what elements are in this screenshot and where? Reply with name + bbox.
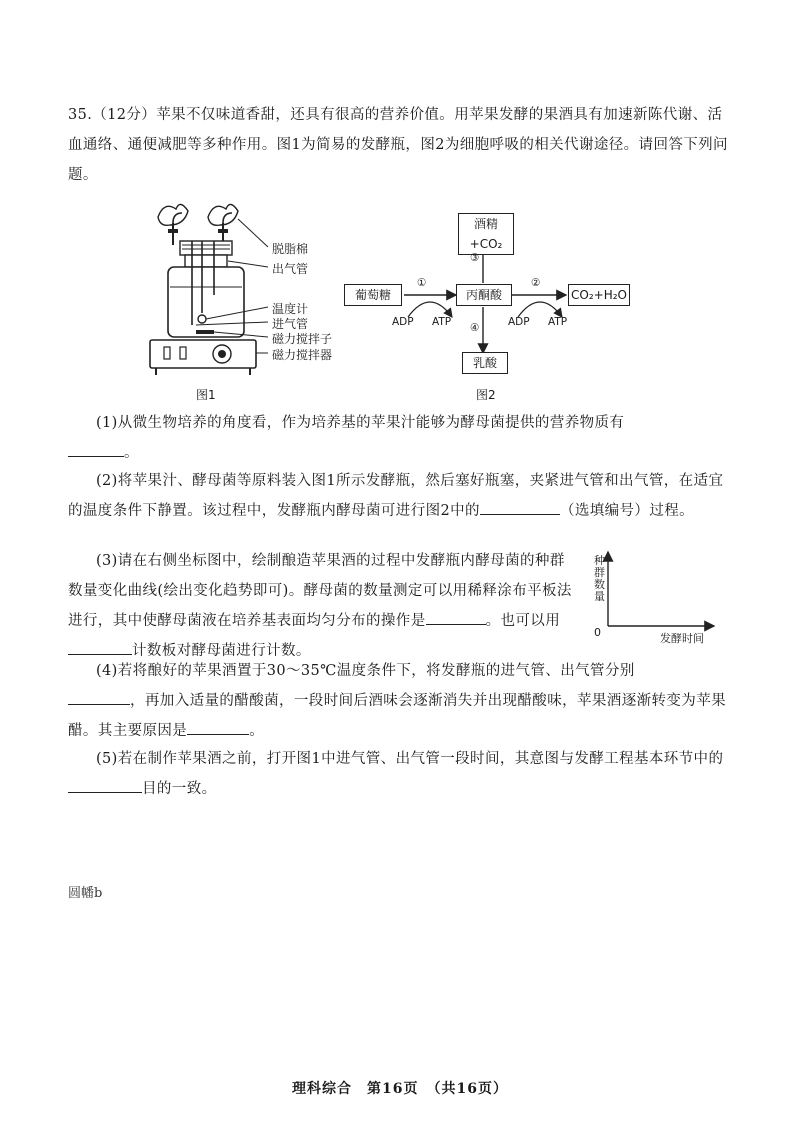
part-3-tail: 计数板对酵母菌进行计数。 — [132, 643, 311, 659]
label-thermometer: 温度计 — [272, 302, 309, 316]
x-axis-label: 发酵时间 — [660, 632, 704, 645]
question-intro: 35.（12分）苹果不仅味道香甜，还具有很高的营养价值。用苹果发酵的果酒具有加速新陈代谢、活血通络、通便减肥等多种作用。图1为简易的发酵瓶，图2为细胞呼吸的相关代谢途径。请回答下列问题。 — [68, 107, 728, 183]
lactic-acid-box: 乳酸 — [462, 352, 508, 374]
stray-mark: 圆幡b — [68, 886, 103, 901]
part-5-text: (5)若在制作苹果酒之前，打开图1中进气管、出气管一段时间，其意图与发酵工程基本环节中的 — [96, 751, 724, 767]
adp-label-2: ADP — [508, 316, 530, 328]
y-axis-label: 种群数量 — [594, 554, 605, 603]
step-1-label: ① — [417, 277, 427, 289]
part-4-blank-1[interactable] — [68, 688, 130, 705]
part-3-mid: 。也可以用 — [485, 613, 561, 629]
part-2-blank[interactable] — [480, 498, 560, 515]
part-5-blank[interactable] — [68, 776, 142, 793]
part-3-blank-1[interactable] — [426, 608, 486, 625]
alcohol-co2-box: 酒精+CO₂ — [458, 213, 514, 255]
part-1-text: (1)从微生物培养的角度看，作为培养基的苹果汁能够为酵母菌提供的营养物质有 — [96, 415, 625, 431]
part-4 — [68, 656, 728, 746]
part-4-mid: ，再加入适量的醋酸菌，一段时间后酒味会逐渐消失并出现醋酸味，苹果酒逐渐转变为苹果醋。其主要原因是 — [68, 693, 726, 739]
label-cotton: 脱脂棉 — [272, 242, 309, 256]
atp-label-2: ATP — [548, 316, 568, 328]
step-2-label: ② — [531, 277, 541, 289]
part-1-end: 。 — [124, 445, 139, 461]
part-1-blank[interactable] — [68, 440, 124, 457]
part-5 — [68, 744, 728, 804]
part-1 — [68, 408, 728, 468]
part-2-tail: （选填编号）过程。 — [559, 503, 695, 519]
label-outlet-tube: 出气管 — [272, 262, 309, 276]
part-2 — [68, 466, 728, 526]
label-stirrer: 磁力搅拌器 — [272, 348, 333, 362]
part-3-blank-2[interactable] — [68, 638, 132, 655]
pyruvate-box: 丙酮酸 — [456, 284, 512, 306]
axis-origin: 0 — [594, 626, 601, 639]
part-4-blank-2[interactable] — [187, 718, 249, 735]
label-stir-bar: 磁力搅拌子 — [272, 332, 333, 346]
atp-label-1: ATP — [432, 316, 452, 328]
figure1-caption: 图1 — [196, 388, 216, 402]
glucose-box: 葡萄糖 — [344, 284, 402, 306]
co2-h2o-box: CO₂+H₂O — [568, 284, 630, 306]
part-4-text: (4)若将酿好的苹果酒置于30～35℃温度条件下，将发酵瓶的进气管、出气管分别 — [96, 663, 635, 679]
step-4-label: ④ — [470, 322, 480, 334]
part-4-tail: 。 — [249, 723, 265, 739]
step-3-label: ③ — [470, 252, 480, 264]
adp-label-1: ADP — [392, 316, 414, 328]
part-3 — [68, 546, 573, 666]
label-inlet-tube: 进气管 — [272, 317, 309, 331]
page-footer: 理科综合 第16页 （共16页） — [292, 1081, 508, 1097]
part-5-tail: 目的一致。 — [142, 781, 217, 797]
part-2-text: (2)将苹果汁、酵母菌等原料装入图1所示发酵瓶，然后塞好瓶塞，夹紧进气管和出气管，在适宜的温度条件下静置。该过程中，发酵瓶内酵母菌可进行图2中的 — [68, 473, 724, 519]
figure2-caption: 图2 — [476, 388, 496, 402]
part-3-text: (3)请在右侧坐标图中，绘制酿造苹果酒的过程中发酵瓶内酵母菌的种群数量变化曲线(绘出变化趋势即可)。酵母菌的数量测定可以用稀释涂布平板法进行，其中使酵母菌液在培养基表面均匀分布的操作是 — [68, 553, 572, 629]
